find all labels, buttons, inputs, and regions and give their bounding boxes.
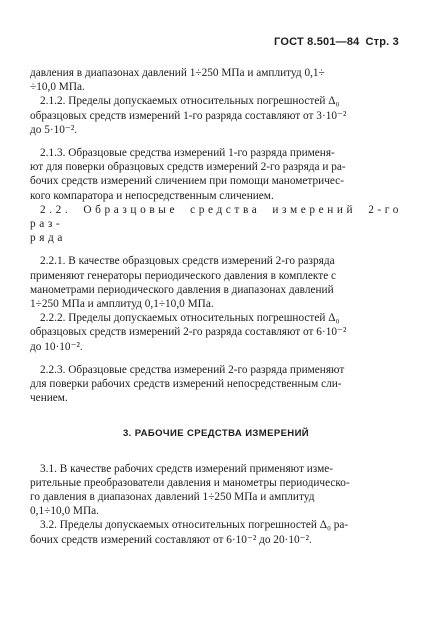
text-line: для поверки рабочих средств измерений непосредственным сли-: [30, 378, 342, 391]
text-line: ряда: [30, 232, 67, 245]
text-line: 2.2. Образцовые средства измерений 2-го раз-: [30, 203, 402, 231]
text-line: ют для поверки образцовых средств измерений 2-го разряда и ра-: [30, 161, 346, 174]
paragraph-3-1: [30, 462, 402, 519]
paragraph-2-2-3: [30, 363, 402, 406]
page-number: Стр. 3: [365, 36, 399, 48]
page-header: [274, 36, 399, 48]
text-line: 3.1. В качестве рабочих средств измерений применяют изме-: [40, 462, 333, 475]
subsection-2-2-heading: [30, 203, 402, 246]
text-line: чением.: [30, 392, 68, 405]
text-line: кого компаратора и непосредственным сличением.: [30, 189, 274, 202]
text-line: до 5·10⁻².: [30, 123, 78, 136]
text-line: 2.2.3. Образцовые средства измерений 2-го разряда применяют: [40, 363, 345, 376]
text-line: 3.2. Пределы допускаемых относительных погрешностей Δ₀ ра-: [40, 519, 349, 532]
text-line: применяют генераторы периодического давления в комплекте с: [30, 269, 337, 282]
text-line: 2.2.1. В качестве образцовых средств измерений 2-го разряда: [40, 255, 335, 268]
text-line: образцовых средств измерений 2-го разряда составляют от 6·10⁻²: [30, 326, 347, 339]
section-3-title: 3. РАБОЧИЕ СРЕДСТВА ИЗМЕРЕНИЙ: [122, 428, 310, 440]
text-line: го давления в диапазонах давлений 1÷250 МПа и амплитуд: [30, 491, 315, 504]
text-line: 2.1.3. Образцовые средства измерений 1-го разряда применя-: [40, 147, 335, 160]
text-line: бочих средств измерений составляют от 6·10⁻² до 20·10⁻².: [30, 533, 312, 546]
text-line: бочих средств измерений сличением при помощи манометричес-: [30, 175, 344, 188]
text-line: образцовых средств измерений 1-го разряда составляют от 3·10⁻²: [30, 109, 347, 122]
paragraph-3-2: [30, 518, 402, 546]
text-line: 0,1÷10,0 МПа.: [30, 505, 99, 518]
text-line: ÷10,0 МПа.: [30, 81, 85, 94]
text-line: давления в диапазонах давлений 1÷250 МПа и амплитуд 0,1÷: [30, 67, 325, 79]
paragraph-2-2-1: [30, 254, 402, 311]
page-body: [30, 66, 402, 547]
text-line: рительные преобразователи давления и манометры периодическо-: [30, 476, 350, 489]
text-line: манометрами периодического давления в диапазонах давлений: [30, 283, 334, 296]
text-line: 1÷250 МПа и амплитуд 0,1÷10,0 МПа.: [30, 298, 214, 311]
text-line: до 10·10⁻².: [30, 340, 83, 353]
text-line: 2.1.2. Пределы допускаемых относительных погрешностей Δ₀: [40, 95, 340, 108]
standard-number: ГОСТ 8.501—84: [274, 36, 360, 48]
paragraph-2-1-3: [30, 146, 402, 203]
paragraph-2-1-1-end: [30, 66, 402, 94]
text-line: 2.2.2. Пределы допускаемых относительных погрешностей Δ₀: [40, 312, 340, 325]
paragraph-2-1-2: [30, 94, 402, 137]
paragraph-2-2-2: [30, 311, 402, 354]
